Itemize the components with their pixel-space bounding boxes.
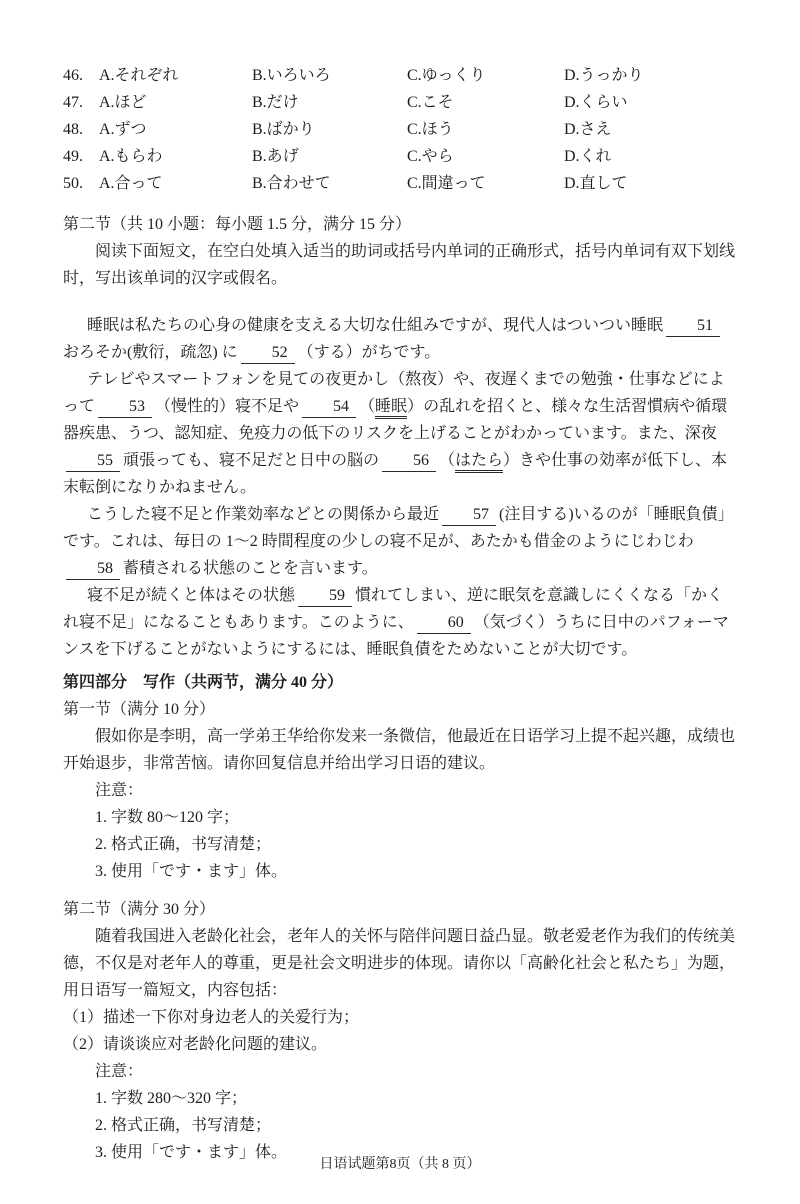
text-run: （ bbox=[439, 452, 456, 469]
option-b: B.いろいろ bbox=[252, 67, 331, 84]
blank-59: 59 bbox=[298, 586, 352, 607]
option-c: C.ゆっくり bbox=[407, 67, 486, 84]
option-c: C.ほう bbox=[407, 121, 454, 138]
blank-56: 56 bbox=[382, 451, 436, 472]
text-run: ）の乱れを招くと、様々な生活習慣病や循環器疾患、うつ、認知症、免疫力の低下のリスクを上げることがわかっています。また、深夜 bbox=[63, 398, 728, 442]
mcq-row-48 bbox=[63, 116, 738, 143]
text-run: （する）がちです。 bbox=[297, 344, 441, 361]
writing-section2-title: 第二节（满分 30 分） bbox=[63, 901, 216, 918]
question-number: 48. bbox=[63, 121, 83, 138]
option-a: A.ずつ bbox=[99, 121, 147, 138]
writing-section1-body: 假如你是李明，高一学弟王华给你发来一条微信，他最近在日语学习上提不起兴趣，成绩也开始退步，非常苦恼。请你回复信息并给出学习日语的建议。 bbox=[63, 728, 736, 772]
option-b: B.合わせて bbox=[252, 175, 331, 192]
double-underlined-word: 睡眠 bbox=[375, 398, 407, 419]
writing-section1-title: 第一节（满分 10 分） bbox=[63, 701, 216, 718]
blank-57: 57 bbox=[442, 505, 496, 526]
question-number: 50. bbox=[63, 175, 83, 192]
option-d: D.直して bbox=[564, 175, 628, 192]
question-number: 46. bbox=[63, 67, 83, 84]
option-d: D.くらい bbox=[564, 94, 628, 111]
option-a: A.ほど bbox=[99, 94, 147, 111]
text-run: （ bbox=[359, 398, 376, 415]
double-underlined-word: はたら bbox=[455, 452, 503, 473]
text-run: （気づく）うちに日中のパフォーマンスを下げることがないようにするには、睡眠負債をためないことが大切です。 bbox=[63, 614, 729, 658]
note-item-3: 3. 使用「です・ます」体。 bbox=[95, 1144, 288, 1161]
blank-52: 52 bbox=[241, 343, 295, 364]
option-d: D.さえ bbox=[564, 121, 612, 138]
blank-53: 53 bbox=[98, 397, 152, 418]
option-d: D.うっかり bbox=[564, 67, 644, 84]
text-run: 睡眠は私たちの心身の健康を支える大切な仕組みですが、現代人はついつい睡眠 bbox=[87, 317, 664, 334]
cloze-paragraph-2 bbox=[63, 366, 738, 501]
question-number: 47. bbox=[63, 94, 83, 111]
option-b: B.だけ bbox=[252, 94, 299, 111]
option-a: A.もらわ bbox=[99, 148, 163, 165]
mcq-row-50 bbox=[63, 170, 738, 197]
writing-section-2 bbox=[63, 896, 738, 1166]
text-run: 頑張っても、寝不足だと日中の脳の bbox=[123, 452, 380, 469]
text-run: （慢性的）寝不足や bbox=[155, 398, 300, 415]
writing-section-1 bbox=[63, 696, 738, 885]
note-item-2: 2. 格式正确，书写清楚； bbox=[95, 1117, 272, 1134]
blank-54: 54 bbox=[302, 397, 356, 418]
cloze-passage bbox=[63, 312, 738, 663]
page-footer: 日语试题第8页（共 8 页） bbox=[319, 1157, 481, 1172]
note-item-1: 1. 字数 80～120 字； bbox=[95, 809, 240, 826]
note-item-2: 2. 格式正确，书写清楚； bbox=[95, 836, 272, 853]
cloze-paragraph-3 bbox=[63, 501, 738, 582]
blank-58: 58 bbox=[66, 559, 120, 580]
cloze-paragraph-4 bbox=[63, 582, 738, 663]
option-b: B.ばかり bbox=[252, 121, 315, 138]
note-label: 注意： bbox=[95, 1063, 144, 1080]
question-number: 49. bbox=[63, 148, 83, 165]
mcq-row-47 bbox=[63, 89, 738, 116]
blank-51: 51 bbox=[666, 316, 720, 337]
cloze-paragraph-1 bbox=[63, 312, 738, 366]
option-b: B.あげ bbox=[252, 148, 299, 165]
note-label: 注意： bbox=[95, 782, 144, 799]
text-run: (注目する)いるのが「睡眠負債」です。これは、毎日の 1～2 時間程度の少しの寝不足が、あたかも借金のようにじわじわ bbox=[63, 506, 734, 550]
text-run: 寝不足が続くと体はその状態 bbox=[87, 587, 296, 604]
option-a: A.合って bbox=[99, 175, 163, 192]
option-c: C.やら bbox=[407, 148, 454, 165]
text-run: ）きや仕事の効率が低下し、本末転倒になりかねません。 bbox=[63, 452, 728, 496]
writing-section2-item-2: （2）请谈谈应对老龄化问题的建议。 bbox=[63, 1036, 328, 1053]
text-run: 慣れてしまい、逆に眠気を意識しにくくなる「かくれ寝不足」になることもあります。このように、 bbox=[63, 587, 724, 631]
section2-instructions: 阅读下面短文，在空白处填入适当的助词或括号内单词的正确形式，括号内单词有双下划线时，写出该单词的汉字或假名。 bbox=[63, 243, 736, 287]
option-c: C.間違って bbox=[407, 175, 486, 192]
part4-heading: 第四部分 写作（共两节，满分 40 分） bbox=[63, 674, 344, 691]
note-item-3: 3. 使用「です・ます」体。 bbox=[95, 863, 288, 880]
text-run: こうした寝不足と作業効率などとの関係から最近 bbox=[87, 506, 440, 523]
section2-heading: 第二节（共 10 小题：每小题 1.5 分，满分 15 分） bbox=[63, 216, 412, 233]
mcq-block bbox=[63, 62, 738, 197]
writing-section2-body: 随着我国进入老龄化社会，老年人的关怀与陪伴问题日益凸显。敬老爱老作为我们的传统美德，不仅是对老年人的尊重，更是社会文明进步的体现。请你以「高齢化社会と私たち」为题，用日语写一篇短文，内容包括： bbox=[63, 928, 736, 999]
writing-section2-item-1: （1）描述一下你对身边老人的关爱行为； bbox=[63, 1009, 360, 1026]
mcq-row-49 bbox=[63, 143, 738, 170]
mcq-row-46 bbox=[63, 62, 738, 89]
text-run: テレビやスマートフォンを見ての夜更かし（熬夜）や、夜遅くまでの勉強・仕事などによって bbox=[63, 371, 725, 415]
blank-55: 55 bbox=[66, 451, 120, 472]
option-c: C.こそ bbox=[407, 94, 454, 111]
option-a: A.それぞれ bbox=[99, 67, 179, 84]
option-d: D.くれ bbox=[564, 148, 612, 165]
text-run: 蓄積される状態のことを言います。 bbox=[123, 560, 378, 577]
blank-60: 60 bbox=[417, 613, 471, 634]
text-run: おろそか(敷衍，疏忽) に bbox=[63, 344, 238, 361]
note-item-1: 1. 字数 280～320 字； bbox=[95, 1090, 248, 1107]
